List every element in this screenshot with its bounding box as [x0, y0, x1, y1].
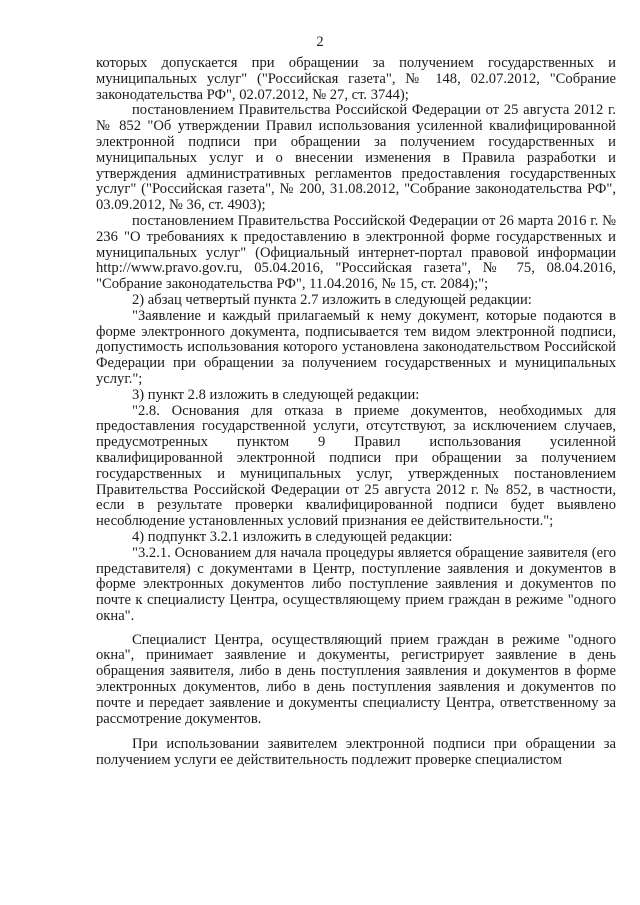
- paragraph-9: "3.2.1. Основанием для начала процедуры является обращение заявителя (его представителя) с документами в Центр, поступление заявления и документов в форме электронных документов либо поступление заявления и документов по почте к специалисту Центра, осуществляющему прием граждан в режиме "одного окна".: [96, 544, 616, 624]
- paragraph-7: "2.8. Основания для отказа в приеме документов, необходимых для предоставления государственной услуги, отсутствуют, за исключением случаев, предусмотренных пунктом 9 Правил использования усиленной квалифицированной электронной подписи при обращении за получением государственных и муниципальных услуг, утвержденных постановлением Правительства Российской Федерации от 25 августа 2012 г. № 852, в частности, если в результате проверки квалифицированной подписи будет выявлено несоблюдение установленных условий признания ее действительности.";: [96, 402, 616, 530]
- paragraph-5: "Заявление и каждый прилагаемый к нему документ, которые подаются в форме электронного документа, подписывается тем видом электронной подписи, допустимость использования которого установлена законодательством Российской Федерации при обращении за получением государственных и муниципальных услуг.";: [96, 307, 616, 387]
- page-number: 2: [316, 34, 324, 50]
- paragraph-11: При использовании заявителем электронной подписи при обращении за получением услуги ее действительность подлежит проверке специалистом: [96, 736, 616, 769]
- paragraph-3: постановлением Правительства Российской Федерации от 26 марта 2016 г. № 236 "О требованиях к предоставлению в электронной форме государственных и муниципальных услуг" (Официальный интернет-портал правовой информации http://www.pravo.gov.ru, 05.04.2016, "Российская газета", № 75, 08.04.2016, "Собрание законодательства РФ", 11.04.2016, № 15, ст. 2084);";: [96, 212, 616, 293]
- paragraph-4: 2) абзац четвертый пункта 2.7 изложить в следующей редакции:: [132, 291, 532, 308]
- paragraph-2: постановлением Правительства Российской Федерации от 25 августа 2012 г. № 852 "Об утверждении Правил использования усиленной квалифицированной электронной подписи при обращении за получением государственных и муниципальных услуг и о внесении изменения в Правила разработки и утверждения административных регламентов предоставления государственных услуг" ("Российская газета", № 200, 31.08.2012, "Собрание законодательства РФ", 03.09.2012, № 36, ст. 4903);: [96, 102, 616, 214]
- paragraph-1: которых допускается при обращении за получением государственных и муниципальных услуг" ("Российская газета", № 148, 02.07.2012, "Собрание законодательства РФ", 02.07.2012, № 27, ст. 3744);: [96, 55, 616, 103]
- document-body: [96, 56, 616, 769]
- paragraph-10: Специалист Центра, осуществляющий прием граждан в режиме "одного окна", принимает заявление и документы, регистрирует заявление в день обращения заявителя, либо в день поступления заявления и документов в форме электронных документов, либо в день поступления заявления и документов по почте и передает заявление и документы специалисту Центра, ответственному за рассмотрение документов.: [96, 631, 616, 727]
- paragraph-8: 4) подпункт 3.2.1 изложить в следующей редакции:: [132, 528, 453, 545]
- paragraph-6: 3) пункт 2.8 изложить в следующей редакции:: [132, 386, 420, 403]
